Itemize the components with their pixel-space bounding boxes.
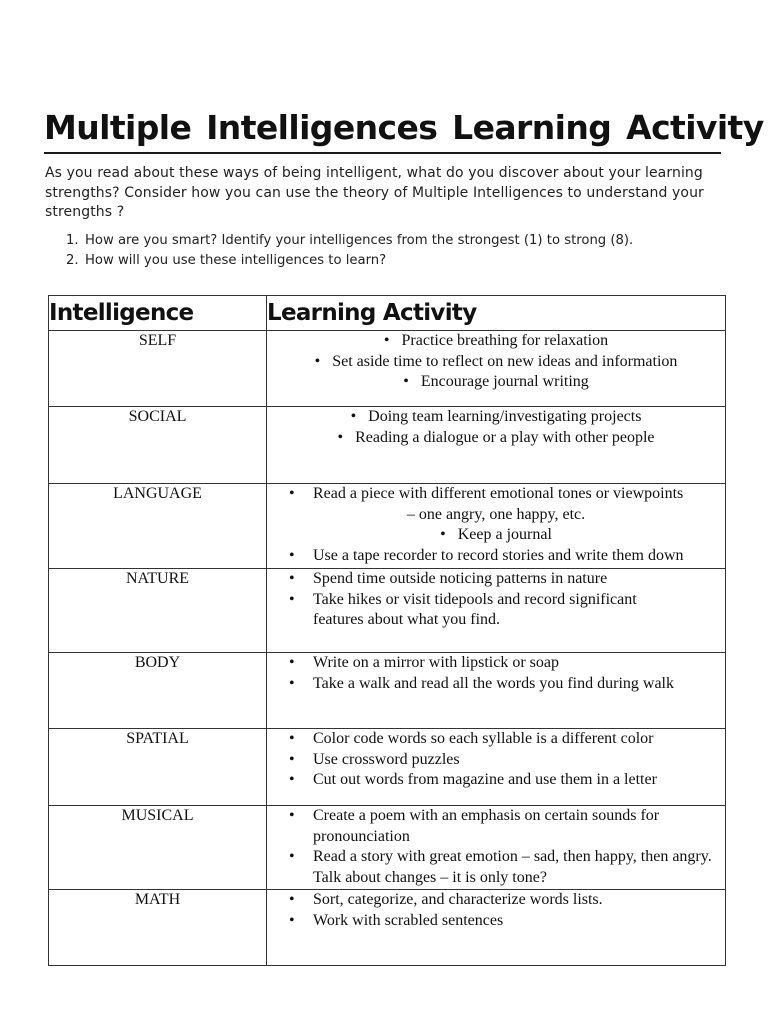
activity-item-continued: – one angry, one happy, etc.	[406, 505, 586, 523]
question-list	[66, 231, 726, 270]
intelligence-name: MUSICAL	[49, 806, 267, 890]
activity-item: • Write on a mirror with lipstick or soap	[267, 653, 725, 674]
intelligence-name: SELF	[49, 331, 267, 407]
table-row	[49, 806, 726, 890]
bullet-icon: •	[289, 654, 295, 671]
activity-cell	[267, 890, 726, 966]
bullet-icon: •	[289, 546, 295, 564]
activity-item: • Read a piece with different emotional tones or viewpoints	[267, 484, 725, 505]
activity-item: • Take a walk and read all the words you find during walk	[267, 674, 725, 695]
bullet-icon: •	[289, 485, 295, 502]
bullet-icon: •	[403, 373, 409, 391]
table-row	[49, 569, 726, 653]
activity-cell	[267, 484, 726, 569]
intelligence-name: LANGUAGE	[49, 484, 267, 569]
page-title: Multiple Intelligences Learning Activity	[44, 108, 764, 147]
activity-item: • Take hikes or visit tidepools and record significant features about what you find.	[289, 590, 637, 629]
intelligence-activity-table	[48, 295, 726, 966]
activity-item: • Spend time outside noticing patterns in nature	[267, 569, 725, 590]
activity-item: • Encourage journal writing	[403, 373, 589, 391]
activity-item: • Read a story with great emotion – sad, then happy, then angry. Talk about changes – it is only tone?	[289, 848, 712, 886]
question-item	[66, 251, 726, 271]
activity-cell	[267, 806, 726, 890]
intelligence-name: BODY	[49, 653, 267, 729]
header-intelligence: Intelligence	[49, 296, 267, 331]
intelligence-name: NATURE	[49, 569, 267, 653]
activity-item: • Reading a dialogue or a play with other people	[337, 428, 655, 446]
bullet-icon: •	[289, 674, 295, 692]
table-row	[49, 407, 726, 484]
table-row	[49, 653, 726, 729]
bullet-icon: •	[289, 891, 295, 908]
activity-cell	[267, 331, 726, 407]
activity-item: • Doing team learning/investigating projects	[350, 408, 642, 425]
intelligence-name: SOCIAL	[49, 407, 267, 484]
activity-item: • Keep a journal	[440, 526, 552, 544]
bullet-icon: •	[337, 428, 344, 446]
activity-item: • Sort, categorize, and characterize words lists.	[267, 890, 725, 911]
activity-cell	[267, 729, 726, 806]
activity-item: • Work with scrabled sentences	[267, 911, 725, 932]
activity-cell	[267, 407, 726, 484]
bullet-icon: •	[289, 590, 295, 608]
question-number: 1.	[66, 233, 79, 248]
bullet-icon: •	[314, 352, 321, 370]
intro-paragraph: As you read about these ways of being intelligent, what do you discover about your learning strengths? Consider how you can use the theory of Multiple Intelligences to understand your strengths ?	[45, 165, 704, 220]
question-number: 2.	[66, 252, 79, 268]
bullet-icon: •	[289, 771, 295, 789]
activity-cell	[267, 569, 726, 653]
activity-item: • Use crossword puzzles	[267, 750, 725, 771]
header-learning-activity: Learning Activity	[267, 296, 726, 331]
bullet-icon: •	[383, 332, 390, 349]
activity-item: • Create a poem with an emphasis on certain sounds for pronounciation	[289, 807, 660, 845]
bullet-icon: •	[289, 730, 295, 747]
activity-item: • Use a tape recorder to record stories and write them down	[267, 546, 725, 567]
activity-item: • Set aside time to reflect on new ideas and information	[314, 352, 678, 370]
bullet-icon: •	[289, 570, 295, 587]
bullet-icon: •	[289, 911, 295, 929]
table-row	[49, 484, 726, 569]
question-text: How are you smart? Identify your intelligences from the strongest (1) to strong (8).	[85, 233, 634, 248]
intelligence-name: SPATIAL	[49, 729, 267, 806]
title-underline	[44, 152, 721, 154]
bullet-icon: •	[289, 807, 295, 824]
activity-cell	[267, 653, 726, 729]
activity-item: • Color code words so each syllable is a different color	[267, 729, 725, 750]
bullet-icon: •	[440, 526, 446, 544]
table-row	[49, 729, 726, 806]
bullet-icon: •	[289, 848, 295, 866]
table-row	[49, 331, 726, 407]
question-item	[66, 231, 726, 251]
activity-item: • Practice breathing for relaxation	[383, 332, 609, 349]
intelligence-name: MATH	[49, 890, 267, 966]
table-header-row	[49, 296, 726, 331]
bullet-icon: •	[350, 408, 357, 425]
table-row	[49, 890, 726, 966]
question-text: How will you use these intelligences to learn?	[85, 252, 387, 268]
activity-item: • Cut out words from magazine and use them in a letter	[267, 770, 725, 791]
bullet-icon: •	[289, 750, 295, 768]
